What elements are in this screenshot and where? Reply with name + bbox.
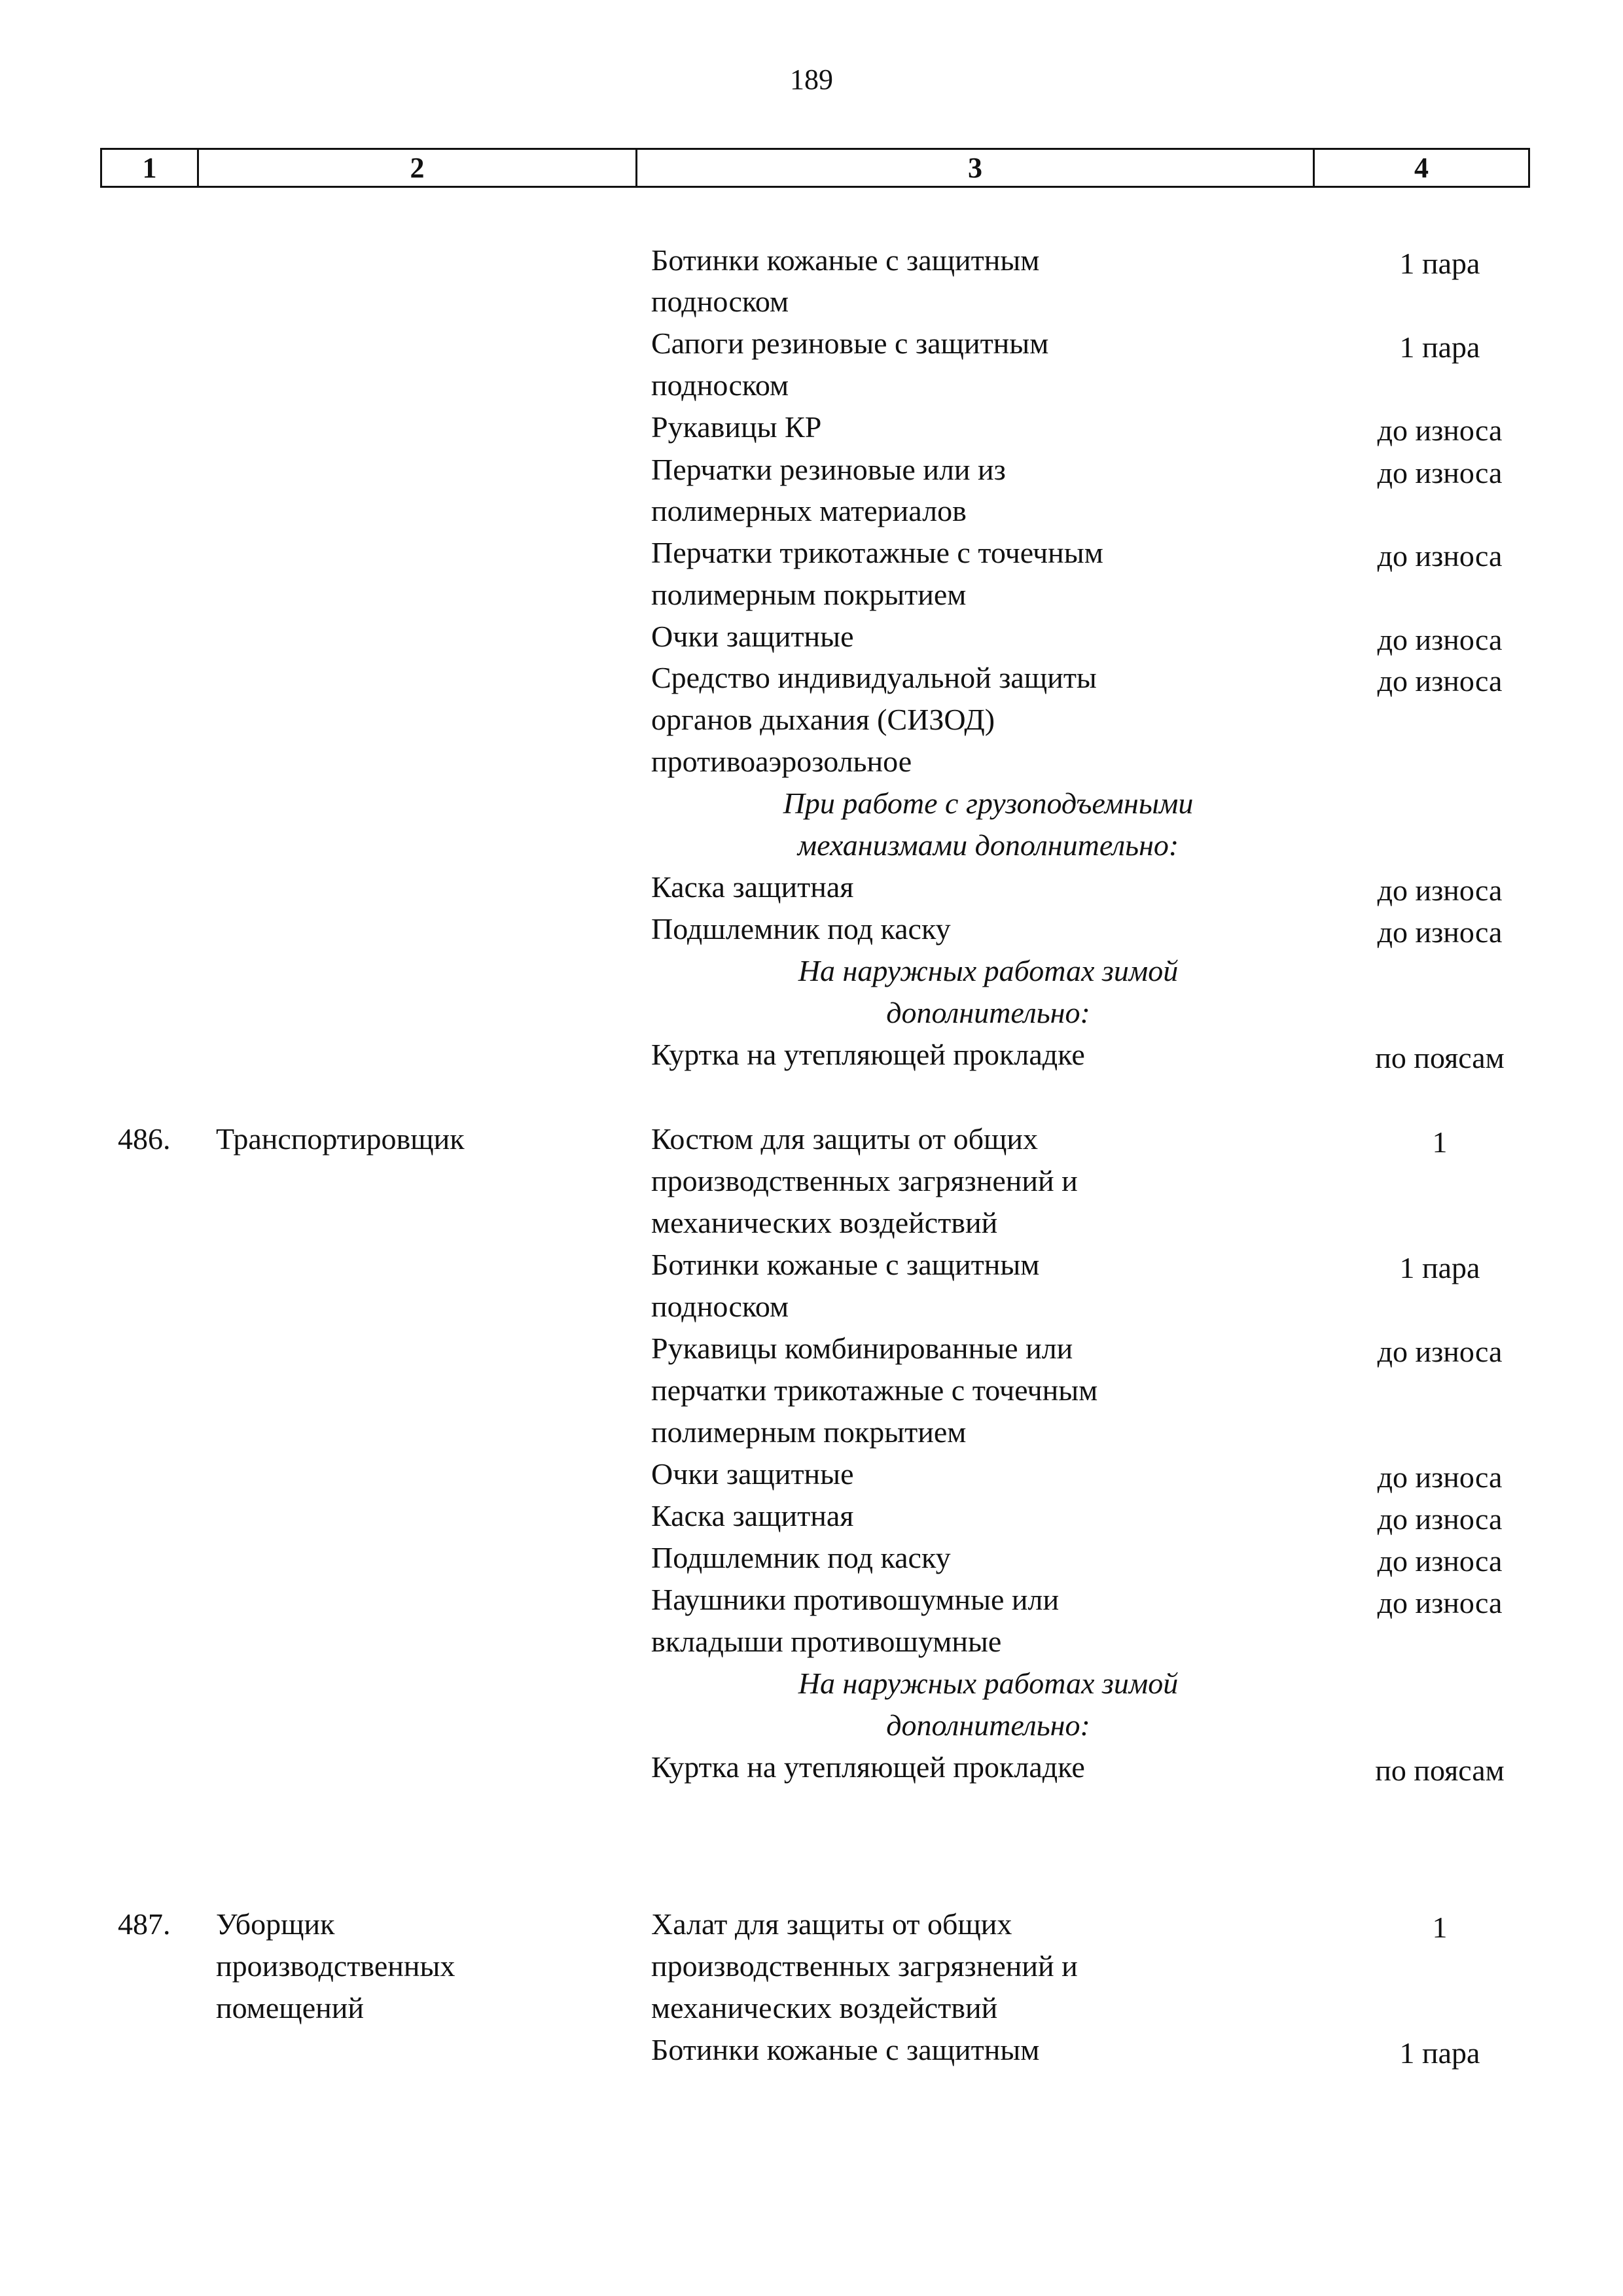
item-quantity: до износа <box>1377 1586 1503 1619</box>
item-name-line: Рукавицы КР <box>651 410 822 444</box>
item-name-line: Подшлемник под каску <box>651 912 951 945</box>
section-note: механизмами дополнительно: <box>797 828 1179 862</box>
item-name-line: Очки защитные <box>651 620 854 653</box>
item-name-line: полимерным покрытием <box>651 1415 967 1449</box>
item-name-line: Каска защитная <box>651 1499 854 1532</box>
table-header <box>100 148 1530 188</box>
item-quantity: до износа <box>1377 1544 1503 1578</box>
item-quantity: до износа <box>1377 874 1503 907</box>
item-name-line: Куртка на утепляющей прокладке <box>651 1750 1085 1784</box>
entry-number: 486. <box>118 1122 171 1156</box>
item-quantity: 1 пара <box>1399 1251 1480 1284</box>
item-name-line: Перчатки резиновые или из <box>651 453 1006 486</box>
header-col-4: 4 <box>1414 152 1429 184</box>
item-quantity: 1 <box>1432 1911 1448 1944</box>
item-quantity: по поясам <box>1375 1041 1505 1074</box>
item-quantity: 1 пара <box>1399 330 1480 364</box>
item-quantity: до износа <box>1377 414 1503 447</box>
item-quantity: до износа <box>1377 456 1503 489</box>
item-name-line: Очки защитные <box>651 1457 854 1491</box>
section-note: На наружных работах зимой <box>798 954 1179 987</box>
item-quantity: до износа <box>1377 915 1503 949</box>
item-name-line: производственных загрязнений и <box>651 1949 1078 1983</box>
item-name-line: Сапоги резиновые с защитным <box>651 327 1049 360</box>
item-name-line: перчатки трикотажные с точечным <box>651 1373 1098 1407</box>
item-name-line: подноском <box>651 368 789 402</box>
item-quantity: по поясам <box>1375 1754 1505 1787</box>
item-name-line: механических воздействий <box>651 1991 998 2024</box>
item-name-line: производственных загрязнений и <box>651 1164 1078 1197</box>
entry-number: 487. <box>118 1907 171 1941</box>
profession-name-line: производственных <box>216 1949 455 1983</box>
item-quantity: до износа <box>1377 1335 1503 1368</box>
section-note: дополнительно: <box>886 1708 1090 1742</box>
page-number: 189 <box>790 63 833 96</box>
section-note: На наружных работах зимой <box>798 1667 1179 1700</box>
item-name-line: полимерных материалов <box>651 494 967 527</box>
item-name-line: Подшлемник под каску <box>651 1541 951 1574</box>
section-note: При работе с грузоподъемными <box>783 786 1194 820</box>
item-name-line: Средство индивидуальной защиты <box>651 661 1097 694</box>
item-name-line: вкладыши противошумные <box>651 1625 1002 1658</box>
item-name-line: Ботинки кожаные с защитным <box>651 243 1040 277</box>
item-name-line: полимерным покрытием <box>651 578 967 611</box>
item-quantity: до износа <box>1377 539 1503 573</box>
item-name-line: Ботинки кожаные с защитным <box>651 1248 1040 1281</box>
item-name-line: Рукавицы комбинированные или <box>651 1332 1073 1365</box>
item-name-line: Куртка на утепляющей прокладке <box>651 1038 1085 1071</box>
header-col-1: 1 <box>102 150 199 186</box>
item-name-line: Каска защитная <box>651 870 854 904</box>
item-name-line: Халат для защиты от общих <box>651 1907 1012 1941</box>
item-quantity: до износа <box>1377 1502 1503 1536</box>
item-quantity: 1 пара <box>1399 2036 1480 2070</box>
item-quantity: 1 <box>1432 1125 1448 1159</box>
item-name-line: Перчатки трикотажные с точечным <box>651 536 1103 569</box>
item-name-line: Наушники противошумные или <box>651 1583 1060 1616</box>
profession-name: Транспортировщик <box>216 1122 465 1156</box>
section-note: дополнительно: <box>886 996 1090 1029</box>
item-quantity: до износа <box>1377 623 1503 656</box>
item-quantity: 1 пара <box>1399 247 1480 280</box>
header-col-2: 2 <box>199 150 637 186</box>
profession-name-line: помещений <box>216 1991 364 2024</box>
item-quantity: до износа <box>1377 1460 1503 1494</box>
item-name-line: подноском <box>651 285 789 318</box>
item-name-line: Ботинки кожаные с защитным <box>651 2033 1040 2066</box>
item-quantity: до износа <box>1377 664 1503 698</box>
item-name-line: Костюм для защиты от общих <box>651 1122 1039 1156</box>
profession-name-line: Уборщик <box>216 1907 335 1941</box>
item-name-line: подноском <box>651 1290 789 1323</box>
header-col-3: 3 <box>637 150 1315 186</box>
item-name-line: органов дыхания (СИЗОД) <box>651 703 995 736</box>
item-name-line: механических воздействий <box>651 1206 998 1239</box>
item-name-line: противоаэрозольное <box>651 745 912 778</box>
